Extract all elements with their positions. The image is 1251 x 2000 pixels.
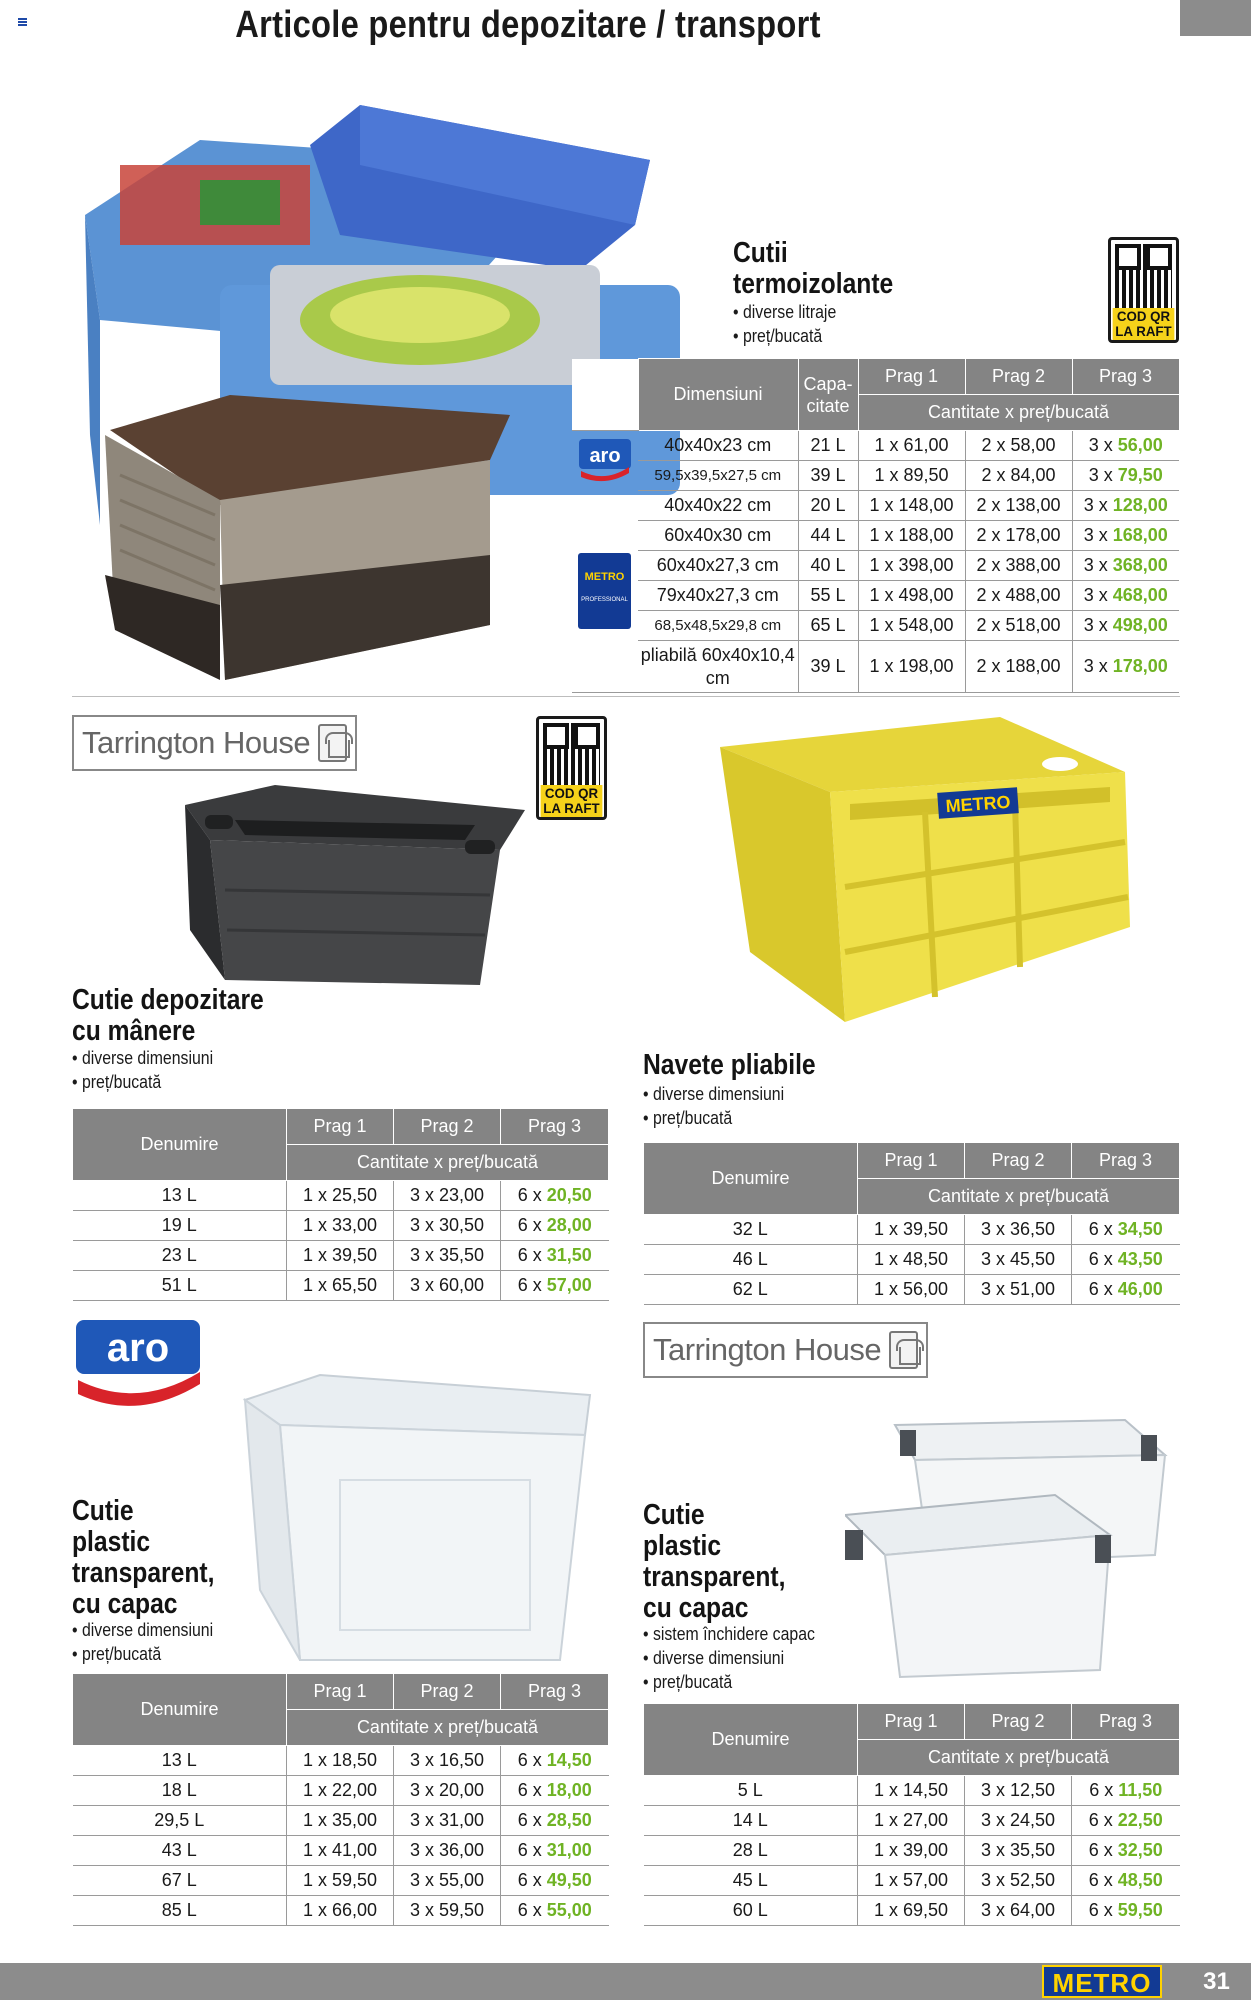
product-title-transparent-aro: Cutie plastic transparent, cu capac (72, 1495, 215, 1620)
product-title-transparent-th: Cutie plastic transparent, cu capac (643, 1499, 786, 1624)
yellow-crate-photo (710, 712, 1135, 1032)
transparent-box-clips-photo (845, 1415, 1170, 1685)
aro-logo (72, 1318, 204, 1406)
storage-box-handles-photo (165, 780, 540, 1005)
table-row: 23 L 1 x 39,50 3 x 35,50 6 x 31,50 (73, 1241, 609, 1271)
product-bullets-thermo: • diverse litraje • preț/bucată (733, 302, 837, 346)
transparent-aro-price-table: Denumire Prag 1 Prag 2 Prag 3 Cantitate x preț/bucată 13 L 1 x 18,50 3 x 16,50 6 x 14,50 18 L 1 x 22,00 3 x 20,00 6 x 18,00 29,5 L 1 x 35,00 3 x 31,00 6 x 28,50 43 L 1 x 41,00 3 x 36,00 6 x 31,00 67 L 1 x 59,50 3 x 55,00 6 x 49,50 85 L 1 x 66,00 3 x 59,50 6 x 55,00 (72, 1673, 609, 1926)
table-row: 5 L 1 x 14,50 3 x 12,50 6 x 11,50 (644, 1776, 1180, 1806)
product-bullets-transparent-aro: • diverse dimensiuni • preț/bucată (72, 1620, 214, 1664)
table-row: 68,5x48,5x29,8 cm 65 L 1 x 548,00 2 x 518,00 3 x 498,00 (572, 611, 1179, 641)
table-row: 51 L 1 x 65,50 3 x 60,00 6 x 57,00 (73, 1271, 609, 1301)
svg-text:METRO: METRO (944, 791, 1012, 817)
transparent-th-price-table: Denumire Prag 1 Prag 2 Prag 3 Cantitate x preț/bucată 5 L 1 x 14,50 3 x 12,50 6 x 11,50 14 L 1 x 27,00 3 x 24,50 6 x 22,50 28 L 1 x 39,00 3 x 35,50 6 x 32,50 45 L 1 x 57,00 3 x 52,50 6 x 48,50 60 L 1 x 69,50 3 x 64,00 6 x 59,50 (643, 1703, 1180, 1926)
table-row: 14 L 1 x 27,00 3 x 24,50 6 x 22,50 (644, 1806, 1180, 1836)
table-row: 79x40x27,3 cm 55 L 1 x 498,00 2 x 488,00 3 x 468,00 (572, 581, 1179, 611)
section-divider (72, 696, 1180, 697)
tarrington-house-logo: Tarrington House (72, 715, 357, 771)
table-row: 28 L 1 x 39,00 3 x 35,50 6 x 32,50 (644, 1836, 1180, 1866)
page-number: 31 (1203, 1968, 1230, 1995)
col-header-prag2: Prag 2 (965, 359, 1072, 395)
table-row: 60x40x30 cm 44 L 1 x 188,00 2 x 178,00 3 x 168,00 (572, 521, 1179, 551)
table-row: 62 L 1 x 56,00 3 x 51,00 6 x 46,00 (644, 1275, 1180, 1305)
product-title-manere: Cutie depozitare cu mânere (72, 984, 264, 1047)
product-bullets-transparent-th: • sistem închidere capac • diverse dimensiuni • preț/bucată (643, 1624, 815, 1692)
col-header-dimensiuni: Dimensiuni (638, 359, 798, 431)
table-row: 60x40x27,3 cm 40 L 1 x 398,00 2 x 388,00 3 x 368,00 (572, 551, 1179, 581)
col-header-prag1: Prag 1 (858, 359, 965, 395)
table-row: 13 L 1 x 18,50 3 x 16,50 6 x 14,50 (73, 1746, 609, 1776)
metro-professional-logo: METRO PROFESSIONAL (578, 553, 631, 629)
table-row: pliabilă 60x40x10,4 cm 39 L 1 x 198,00 2 x 188,00 3 x 178,00 (572, 641, 1179, 693)
manere-price-table: Denumire Prag 1 Prag 2 Prag 3 Cantitate x preț/bucată 13 L 1 x 25,50 3 x 23,00 6 x 20,50 19 L 1 x 33,00 3 x 30,50 6 x 28,00 23 L 1 x 39,50 3 x 35,50 6 x 31,50 51 L 1 x 65,50 3 x 60,00 6 x 57,00 (72, 1108, 609, 1301)
table-row: 85 L 1 x 66,00 3 x 59,50 6 x 55,00 (73, 1896, 609, 1926)
col-subheader: Cantitate x preț/bucată (858, 395, 1179, 431)
table-row: 18 L 1 x 22,00 3 x 20,00 6 x 18,00 (73, 1776, 609, 1806)
page-title: Articole pentru depozitare / transport (235, 4, 821, 46)
table-row: 19 L 1 x 33,00 3 x 30,50 6 x 28,00 (73, 1211, 609, 1241)
table-row: 43 L 1 x 41,00 3 x 36,00 6 x 31,00 (73, 1836, 609, 1866)
qr-code-manere[interactable]: COD QR LA RAFT (536, 716, 607, 820)
header-accent-bar (1180, 0, 1251, 36)
tarrington-house-logo-2: Tarrington House (643, 1322, 928, 1378)
table-row: 32 L 1 x 39,50 3 x 36,50 6 x 34,50 (644, 1215, 1180, 1245)
navete-price-table: Denumire Prag 1 Prag 2 Prag 3 Cantitate x preț/bucată 32 L 1 x 39,50 3 x 36,50 6 x 34,50 46 L 1 x 48,50 3 x 45,50 6 x 43,50 62 L 1 x 56,00 3 x 51,00 6 x 46,00 (643, 1142, 1180, 1305)
transparent-box-aro-photo (240, 1370, 600, 1670)
qr-code-thermo[interactable]: COD QR LA RAFT (1108, 237, 1179, 343)
product-bullets-navete: • diverse dimensiuni • preț/bucată (643, 1084, 785, 1128)
metro-logo: METRO (1042, 1965, 1162, 1998)
table-row: 29,5 L 1 x 35,00 3 x 31,00 6 x 28,50 (73, 1806, 609, 1836)
house-icon (889, 1331, 918, 1369)
table-row: 40x40x23 cm 21 L 1 x 61,00 2 x 58,00 3 x 56,00 (572, 431, 1179, 461)
svg-text:aro: aro (589, 445, 621, 467)
table-row: 67 L 1 x 59,50 3 x 55,00 6 x 49,50 (73, 1866, 609, 1896)
table-row: 40x40x22 cm 20 L 1 x 148,00 2 x 138,00 3 x 128,00 (572, 491, 1179, 521)
svg-text:aro: aro (106, 1326, 170, 1370)
product-title-navete: Navete pliabile (643, 1049, 816, 1081)
table-row: 46 L 1 x 48,50 3 x 45,50 6 x 43,50 (644, 1245, 1180, 1275)
menu-icon (18, 18, 27, 26)
col-header-prag3: Prag 3 (1072, 359, 1179, 395)
table-row: 59,5x39,5x27,5 cm 39 L 1 x 89,50 2 x 84,00 3 x 79,50 (572, 461, 1179, 491)
product-bullets-manere: • diverse dimensiuni • preț/bucată (72, 1048, 214, 1092)
table-row: 13 L 1 x 25,50 3 x 23,00 6 x 20,50 (73, 1181, 609, 1211)
thermo-price-table (572, 358, 1180, 693)
col-header-capacitate: Capa- citate (798, 359, 858, 431)
product-title-thermo: Cutii termoizolante (733, 237, 894, 300)
table-row: 45 L 1 x 57,00 3 x 52,50 6 x 48,50 (644, 1866, 1180, 1896)
house-icon (318, 724, 347, 762)
table-row: 60 L 1 x 69,50 3 x 64,00 6 x 59,50 (644, 1896, 1180, 1926)
